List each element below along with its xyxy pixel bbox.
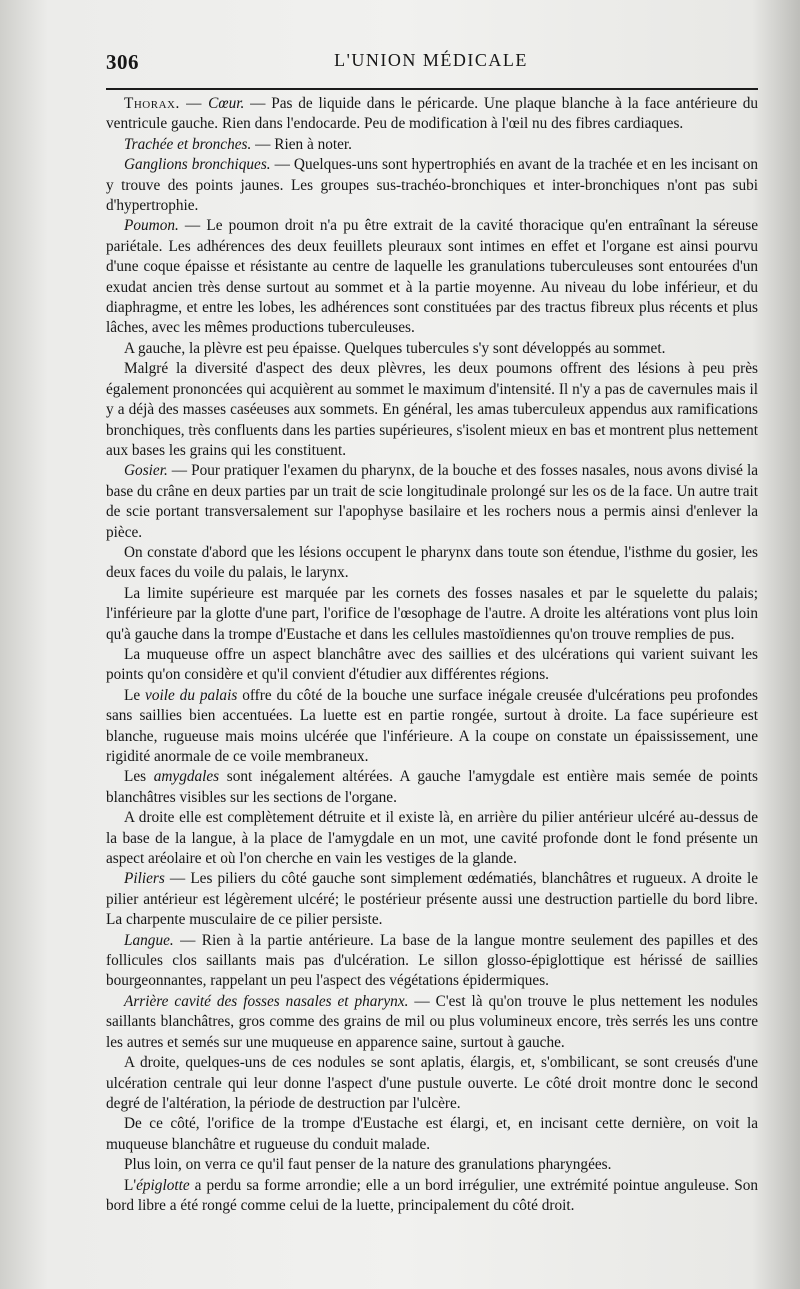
paragraph (106, 1053, 758, 1114)
paragraph-text: a perdu sa forme arrondie; elle a un bord irrégulier, une extrémité pointue anguleuse. Son bord libre a été rongé comme celui de la luette, principalement du côté droit. (106, 1176, 758, 1214)
paragraph (106, 216, 758, 338)
paragraph (106, 135, 758, 155)
section-label: épiglotte (136, 1176, 190, 1194)
paragraph (106, 686, 758, 768)
paragraph (106, 155, 758, 216)
paragraph-text: — C'est là qu'on trouve le plus nettement les nodules saillants blanchâtres, gros comme des grains de mil ou plus volumineux encore, très serrés les uns contre les autres et semés sur une muqueuse en apparence saine, surtout à gauche. (106, 992, 759, 1051)
paragraph-text: — Quelques-uns sont hypertrophiés en avant de la trachée et en les incisant on y trouve des points jaunes. Les groupes sus-trachéo-bronchiques et inter-bronchiques n'ont pas subi d'hypertrophie. (106, 156, 759, 215)
paragraph (106, 992, 758, 1053)
paragraph-text: — Le poumon droit n'a pu être extrait de la cavité thoracique qu'en entraînant la séreuse pariétale. Les adhérences des deux feuillets pleuraux sont intimes en effet et l'organe est ainsi pourvu d'une coque épaisse et résistante au centre de laquelle les granulations tuberculeuses sont entourées d'un exudat ancien très dense surtout au sommet et à la partie moyenne. Au niveau du lobe inférieur, et du diaphragme, et entre les lobes, les adhérences sont constituées par des tractus fibreux plus récents et plus lâches, avec les mêmes productions tuberculeuses. (106, 217, 758, 337)
page-header (106, 50, 756, 78)
paragraph-prefix: Les (124, 768, 154, 786)
section-label: Thorax. — (124, 95, 209, 112)
section-label: voile du palais (145, 686, 238, 704)
paragraph-text: La muqueuse offre un aspect blanchâtre avec des saillies et des ulcérations qui varient suivant les points qu'on considère et qu'il convient d'étudier aux différentes régions. (106, 645, 758, 684)
paragraph-text: — Les piliers du côté gauche sont simplement œdématiés, blanchâtres et rugueux. A droite le pilier antérieur est légèrement ulcéré; le postérieur présente aussi une destruction partielle du bord libre. La charpente musculaire de ce pilier persiste. (106, 870, 758, 929)
paragraph-text: De ce côté, l'orifice de la trompe d'Eustache est élargi, et, en incisant cette dernière, on voit la muqueuse blanchâtre et rugueuse du conduit malade. (106, 1115, 758, 1153)
paragraph-text: sont inégalement altérées. A gauche l'amygdale est entière mais semée de points blanchâtres visibles sur les sections de l'organe. (106, 768, 758, 806)
paragraph-text: Malgré la diversité d'aspect des deux plèvres, les deux poumons offrent des lésions à peu près également prononcées qui acquièrent au sommet le maximum d'intensité. Il n'y a pas de cavernules mais il y a déjà des masses caséeuses aux sommets. En général, les amas tuberculeux appendus aux ramifications bronchiques, très confluents dans les parties supérieures, s'isolent mieux en bas et montrent plus nettement aux bases les grains qui les constituent. (106, 360, 758, 459)
paragraph-text: offre du côté de la bouche une surface inégale creusée d'ulcérations peu profondes sans saillies bien accentuées. La luette est en partie rongée, surtout à droite. La face supérieure est blanche, rugueuse mais moins ulcérée que l'inférieure. A la coupe on constate un épaississement, une rigidité anormale de ce voile membraneux. (106, 686, 758, 765)
section-label: Arrière cavité des fosses nasales et pharynx. (124, 992, 409, 1010)
section-label: Langue. (124, 931, 174, 949)
paragraph (106, 1176, 758, 1217)
paragraph-prefix: L' (124, 1176, 137, 1194)
section-label: Trachée et bronches. (124, 135, 252, 153)
paragraph-text: Plus loin, on verra ce qu'il faut penser de la nature des granulations pharyngées. (124, 1156, 612, 1174)
paragraph-text: — Pas de liquide dans le péricarde. Une plaque blanche à la face antérieure du ventricule gauche. Rien dans l'endocarde. Peu de modification à l'œil nu des fibres cardiaques. (106, 95, 758, 133)
paragraph (106, 94, 758, 135)
paragraph (106, 1114, 758, 1155)
section-label: amygdales (153, 768, 220, 786)
body-text (106, 94, 758, 1216)
section-sublabel: Cœur. (208, 95, 245, 112)
paragraph-text: On constate d'abord que les lésions occupent le pharynx dans toute son étendue, l'isthme du gosier, les deux faces du voile du palais, le larynx. (106, 543, 758, 582)
paragraph-text: A droite, quelques-uns de ces nodules se sont aplatis, élargis, et, s'ombilicant, se sont creusés d'une ulcération centrale qui leur donne l'aspect d'une pustule ouverte. Le côté droit montre donc le second degré de l'altération, la période de destruction par l'ulcère. (106, 1054, 758, 1112)
paragraph-text: La limite supérieure est marquée par les cornets des fosses nasales et par le squelette du palais; l'inférieure par la glotte d'une part, l'orifice de l'œsophage de l'autre. A droite les altérations vont plus loin qu'à gauche dans la trompe d'Eustache et dans les cellules mastoïdiennes qu'on trouve remplies de pus. (106, 584, 758, 643)
section-label: Poumon. (124, 217, 179, 235)
paragraph-text: A droite elle est complètement détruite et il existe là, en arrière du pilier antérieur ulcéré au-dessus de la base de la langue, à la place de l'amygdale en un mot, une cavité profonde dont le fond présente un aspect aréolaire et où l'on cherche en vain les vestiges de la glande. (106, 809, 758, 868)
paragraph-text: A gauche, la plèvre est peu épaisse. Quelques tubercules s'y sont développés au sommet. (124, 339, 666, 357)
paragraph (106, 359, 758, 461)
running-title: L'UNION MÉDICALE (334, 50, 528, 70)
section-label: Gosier. (124, 462, 168, 480)
paragraph-text: — Pour pratiquer l'examen du pharynx, de la bouche et des fosses nasales, nous avons divisé la base du crâne en deux parties par un trait de scie longitudinale prolongé sur les os de la face. Un autre trait de scie portant transversalement sur l'apophyse basilaire et les rochers nous a permis ainsi d'enlever la pièce. (106, 462, 758, 541)
paragraph (106, 931, 758, 992)
paragraph (106, 1155, 758, 1175)
paragraph (106, 808, 758, 869)
paragraph (106, 339, 758, 359)
paragraph (106, 543, 758, 584)
header-rule (106, 88, 758, 90)
paragraph-text: — Rien à noter. (251, 135, 352, 153)
paragraph (106, 461, 758, 543)
paragraph (106, 645, 758, 686)
paragraph-text: — Rien à la partie antérieure. La base de la langue montre seulement des papilles et des follicules clos saillants mais pas d'ulcération. Le sillon glosso-épiglottique est hérissé de saillies bourgeonnantes, rappelant un peu l'aspect des végétations épidermiques. (106, 931, 758, 990)
paragraph (106, 869, 758, 930)
section-label: Piliers (124, 870, 165, 888)
paragraph-prefix: Le (124, 686, 146, 704)
paragraph (106, 767, 758, 808)
page-number: 306 (106, 50, 139, 74)
section-label: Ganglions bronchiques. (124, 156, 271, 174)
paragraph (106, 584, 758, 645)
